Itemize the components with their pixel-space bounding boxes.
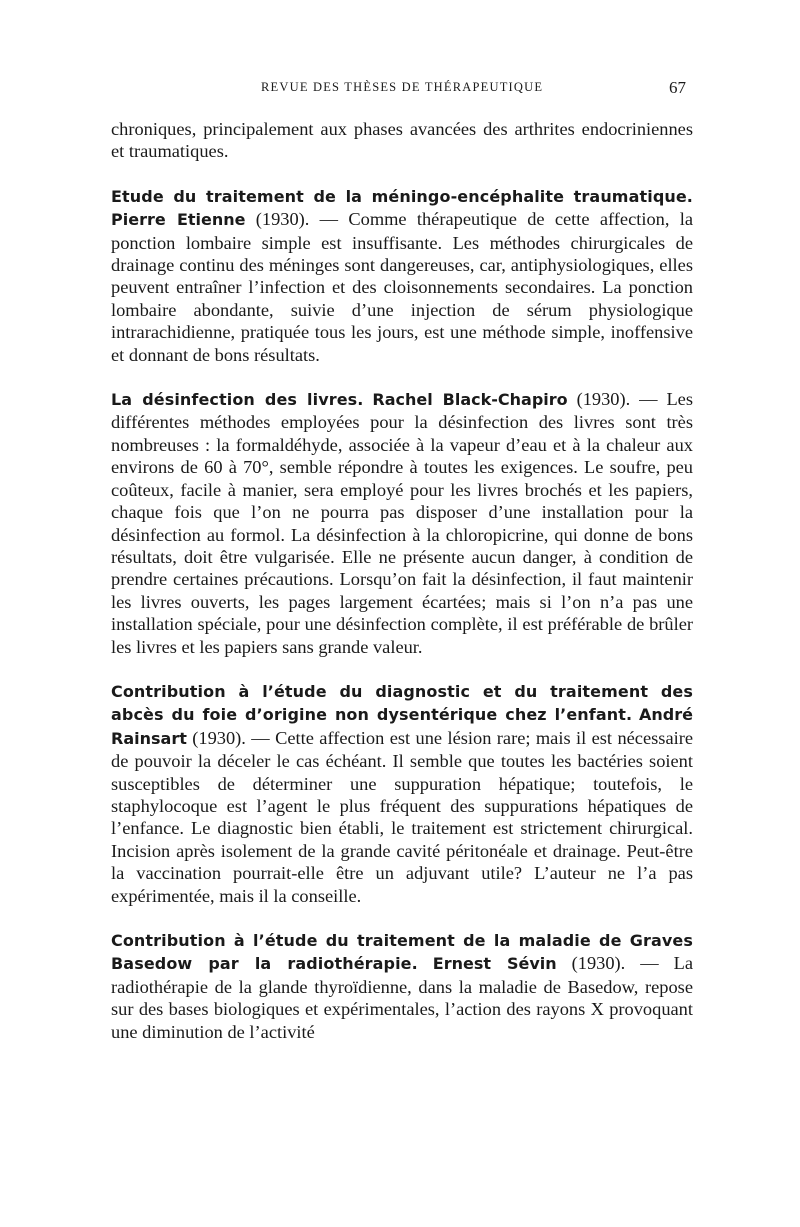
article-title: Contribution à l’étude du diagnostic et du traitement des abcès du foie d’origine non dysentérique chez l’enfant. — [111, 681, 693, 725]
article-entry — [111, 388, 693, 658]
article-title: La désinfection des livres. — [111, 390, 364, 410]
article-year: (1930). — — [567, 389, 667, 410]
page-number: 67 — [669, 78, 686, 97]
article-summary: Les différentes méthodes employées pour la désinfection des livres sont très nombreuses : la formaldéhyde, associée à la vapeur d’eau et à la chaleur aux environs de 60 à 70°, semble répondre à toutes les exigences. Le soufre, peu coûteux, facile à manier, sera employé pour les livres brochés et les papiers, chaque fois que l’on ne pourra pas disposer d’une installation pour la désinfection au formol. La désinfection à la chloropicrine, qui donne de bons résultats, doit être vulgarisée. Elle ne présente aucun danger, à condition de prendre certaines précautions. Lorsqu’on fait la désinfection, il faut maintenir les livres ouverts, les pages largement écartées; mais si l’on n’a pas une installation spéciale, pour une désinfection complète, il est préférable de brûler les livres et les papiers sans grande valeur. — [111, 389, 693, 657]
article-entry — [111, 185, 693, 366]
article-entry — [111, 929, 693, 1043]
article-author: Ernest Sévin — [432, 954, 557, 974]
article-year: (1930). — — [245, 209, 349, 230]
continuation-paragraph: chroniques, principalement aux phases avancées des arthrites endocriniennes et traumatiques. — [111, 119, 693, 162]
article-summary: Comme thérapeutique de cette affection, la ponction lombaire simple est insuffisante. Les méthodes chirurgicales de drainage continu des méninges sont dangereuses, car, antiphysiologiques, elles peuvent entraîner l’infection et des cloisonnements secondaires. La ponction lombaire abondante, suivie d’une injection de sérum physiologique intrarachidienne, pratiquée tous les jours, est une méthode simple, inoffensive et donnant de bons résultats. — [111, 209, 694, 365]
article-summary: Cette affection est une lésion rare; mais il est nécessaire de pouvoir la déceler le cas échéant. Il semble que toutes les bactéries soient susceptibles de déterminer une suppuration hépatique; toutefois, le staphylocoque est l’agent le plus fréquent des suppurations hépatiques de l’enfance. Le diagnostic bien établi, le traitement est strictement chirurgical. Incision après isolement de la grande cavité péritonéale et drainage. Peut-être la vaccination pourrait-elle être un adjuvant utile? L’auteur ne l’a pas expérimentée, mais il la conseille. — [111, 727, 693, 906]
running-title: REVUE DES THÈSES DE THÉRAPEUTIQUE — [261, 80, 544, 94]
article-summary: La radiothérapie de la glande thyroïdienne, dans la maladie de Basedow, repose sur des bases biologiques et expérimentales, l’action des rayons X provoquant une diminution de l’activité — [111, 953, 693, 1042]
article-title: Contribution à l’étude du traitement de la maladie de Graves Basedow par la radiothérapie. — [111, 931, 693, 974]
running-header — [111, 78, 686, 98]
body-text — [111, 118, 693, 1043]
article-author: Rachel Black-Chapiro — [372, 390, 568, 410]
article-entry — [111, 680, 693, 907]
article-author: André Rainsart — [111, 705, 693, 748]
article-year: (1930). — — [556, 953, 674, 974]
article-title: Etude du traitement de la méningo-encéphalite traumatique. — [111, 186, 693, 206]
article-year: (1930). — — [186, 727, 276, 748]
article-author: Pierre Etienne — [111, 210, 246, 230]
